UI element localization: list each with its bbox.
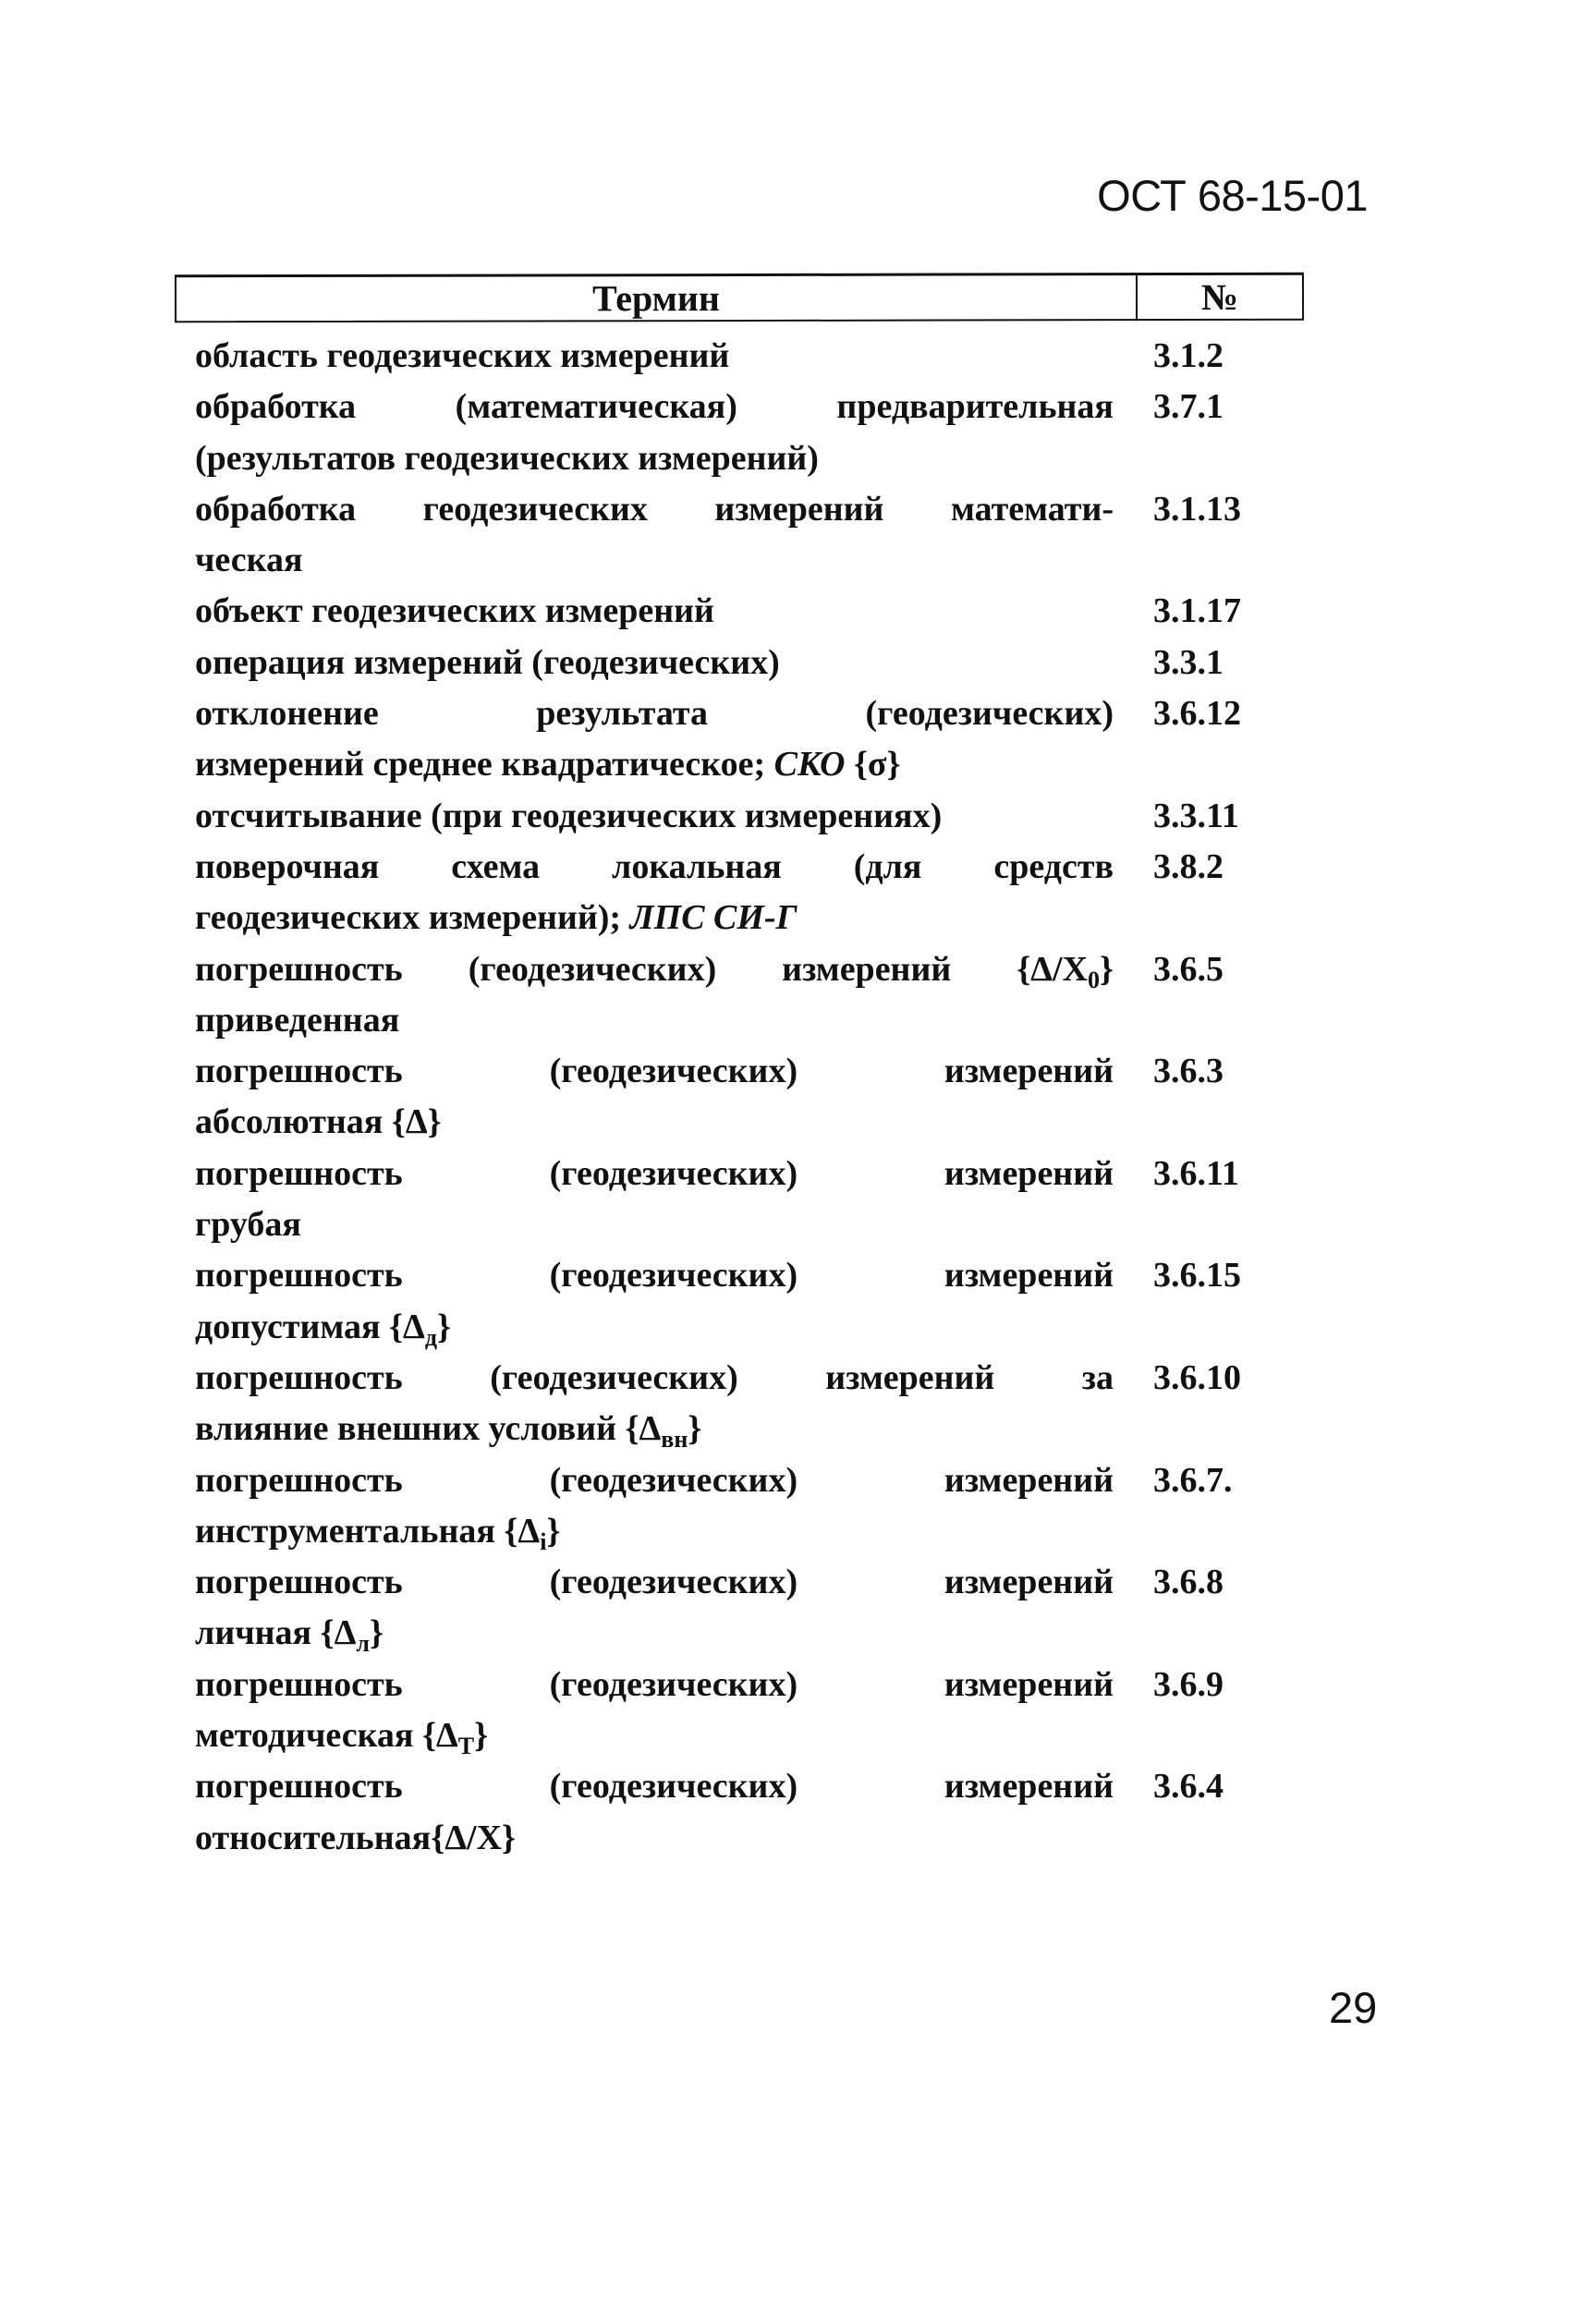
term-text bbox=[195, 1761, 1114, 1864]
table-row bbox=[195, 791, 1304, 842]
term-segment: } bbox=[1100, 949, 1114, 989]
table-row bbox=[195, 842, 1304, 944]
term-line bbox=[195, 1660, 1114, 1710]
term-line bbox=[195, 1506, 1114, 1557]
term-segment: инструментальная {Δ bbox=[195, 1511, 541, 1551]
term-line bbox=[195, 1710, 1114, 1761]
term-text bbox=[195, 638, 1114, 688]
term-segment: допустимая {Δ bbox=[195, 1307, 425, 1346]
term-line bbox=[195, 1353, 1114, 1404]
term-line bbox=[195, 1046, 1114, 1097]
term-segment: геодезических измерений); bbox=[195, 898, 630, 938]
term-line bbox=[195, 1608, 1114, 1659]
term-segment: погрешность (геодезических) измерений bbox=[195, 1460, 1114, 1500]
clause-number: 3.6.4 bbox=[1153, 1767, 1224, 1807]
term-segment: погрешность (геодезических) измерений bbox=[195, 1052, 1114, 1091]
term-line bbox=[195, 791, 1114, 842]
clause-number: 3.6.9 bbox=[1153, 1664, 1224, 1704]
table-row bbox=[195, 944, 1304, 1047]
subscript: вн bbox=[661, 1426, 688, 1454]
term-line bbox=[195, 842, 1114, 893]
term-segment: отклонение результата (геодезических) bbox=[195, 694, 1114, 734]
term-segment: поверочная схема локальная (для средств bbox=[195, 846, 1114, 886]
term-segment: } bbox=[437, 1307, 451, 1346]
clause-number: 3.1.2 bbox=[1153, 336, 1224, 375]
term-line bbox=[195, 1813, 1114, 1864]
clause-number: 3.1.13 bbox=[1153, 489, 1241, 529]
column-header-term: Термин bbox=[177, 275, 1138, 321]
abbreviation: СКО bbox=[773, 745, 846, 785]
term-segment: } bbox=[474, 1716, 489, 1756]
term-text bbox=[195, 1455, 1114, 1558]
column-header-number: № bbox=[1200, 275, 1239, 318]
term-line bbox=[195, 1404, 1114, 1454]
term-segment: } bbox=[688, 1409, 702, 1449]
term-text bbox=[195, 1250, 1114, 1353]
term-line bbox=[195, 893, 1114, 943]
clause-number: 3.6.3 bbox=[1153, 1052, 1224, 1091]
term-text bbox=[195, 688, 1114, 791]
term-segment: погрешность (геодезических) измерений за bbox=[195, 1357, 1114, 1397]
page-number: 29 bbox=[1329, 1983, 1378, 2032]
term-segment: операция измерений (геодезических) bbox=[195, 642, 780, 682]
term-line bbox=[195, 944, 1114, 995]
table-row bbox=[195, 638, 1304, 688]
subscript: i bbox=[540, 1527, 547, 1555]
subscript: д bbox=[424, 1323, 438, 1351]
table-row bbox=[195, 484, 1304, 587]
table-row bbox=[195, 1250, 1304, 1353]
term-text bbox=[195, 791, 1114, 842]
term-segment: {σ} bbox=[845, 745, 901, 785]
term-text bbox=[195, 331, 1114, 382]
term-segment: объект геодезических измерений bbox=[195, 591, 714, 631]
subscript: 0 bbox=[1088, 966, 1101, 993]
table-row bbox=[195, 1660, 1304, 1762]
table-row bbox=[195, 1557, 1304, 1660]
term-text bbox=[195, 484, 1114, 587]
term-segment: погрешность (геодезических) измерений bbox=[195, 1153, 1114, 1193]
term-text bbox=[195, 1353, 1114, 1455]
term-segment: } bbox=[546, 1511, 561, 1551]
term-segment: обработка геодезических измерений математи- bbox=[195, 489, 1114, 529]
table-row bbox=[195, 1046, 1304, 1149]
term-text bbox=[195, 1557, 1114, 1660]
clause-number: 3.6.5 bbox=[1153, 949, 1224, 989]
clause-number: 3.3.1 bbox=[1153, 642, 1224, 682]
term-line bbox=[195, 688, 1114, 739]
term-line bbox=[195, 382, 1114, 432]
clause-number: 3.6.12 bbox=[1153, 694, 1241, 734]
term-text bbox=[195, 586, 1114, 637]
subscript: T bbox=[457, 1733, 475, 1760]
term-line bbox=[195, 586, 1114, 637]
clause-number: 3.1.17 bbox=[1153, 591, 1241, 631]
term-line bbox=[195, 638, 1114, 688]
clause-number: 3.6.11 bbox=[1153, 1153, 1239, 1193]
term-segment: грубая bbox=[195, 1205, 301, 1245]
term-text bbox=[195, 1046, 1114, 1149]
term-text bbox=[195, 944, 1114, 1047]
term-text bbox=[195, 842, 1114, 944]
term-segment: приведенная bbox=[195, 1000, 400, 1040]
term-line bbox=[195, 1761, 1114, 1812]
subscript: л bbox=[356, 1630, 370, 1658]
term-segment: область геодезических измерений bbox=[195, 336, 730, 375]
terms-list bbox=[195, 331, 1304, 1864]
table-row bbox=[195, 1353, 1304, 1455]
term-segment: методическая {Δ bbox=[195, 1716, 458, 1756]
document-code: ОСТ 68-15-01 bbox=[1097, 171, 1368, 220]
table-row bbox=[195, 586, 1304, 637]
clause-number: 3.6.8 bbox=[1153, 1563, 1224, 1602]
table-row bbox=[195, 688, 1304, 791]
term-segment: } bbox=[370, 1613, 384, 1653]
term-segment: измерений среднее квадратическое; bbox=[195, 745, 774, 785]
term-line bbox=[195, 739, 1114, 790]
term-line bbox=[195, 1199, 1114, 1250]
table-row bbox=[195, 1149, 1304, 1251]
table-row bbox=[195, 331, 1304, 382]
clause-number: 3.8.2 bbox=[1153, 846, 1224, 886]
term-line bbox=[195, 1557, 1114, 1608]
clause-number: 3.3.11 bbox=[1153, 796, 1239, 835]
term-line bbox=[195, 1097, 1114, 1148]
term-segment: погрешность (геодезических) измерений bbox=[195, 1563, 1114, 1602]
term-line bbox=[195, 1149, 1114, 1199]
term-line bbox=[195, 995, 1114, 1046]
term-segment: погрешность (геодезических) измерений {Δ/X bbox=[195, 949, 1089, 989]
table-row bbox=[195, 1455, 1304, 1558]
table-row bbox=[195, 382, 1304, 484]
clause-number: 3.6.7. bbox=[1153, 1460, 1233, 1500]
term-text bbox=[195, 1660, 1114, 1762]
table-header bbox=[175, 273, 1304, 323]
table-row bbox=[195, 1761, 1304, 1864]
term-line bbox=[195, 484, 1114, 535]
term-line bbox=[195, 1250, 1114, 1301]
clause-number: 3.7.1 bbox=[1153, 387, 1224, 427]
term-line bbox=[195, 433, 1114, 484]
term-segment: (результатов геодезических измерений) bbox=[195, 438, 819, 478]
term-segment: погрешность (геодезических) измерений bbox=[195, 1664, 1114, 1704]
term-text bbox=[195, 382, 1114, 484]
term-line bbox=[195, 535, 1114, 586]
term-segment: абсолютная {Δ} bbox=[195, 1102, 442, 1142]
term-line bbox=[195, 331, 1114, 382]
term-line bbox=[195, 1302, 1114, 1353]
term-segment: погрешность (геодезических) измерений bbox=[195, 1256, 1114, 1296]
term-segment: влияние внешних условий {Δ bbox=[195, 1409, 662, 1449]
clause-number: 3.6.10 bbox=[1153, 1357, 1241, 1397]
term-segment: обработка (математическая) предварительная bbox=[195, 387, 1114, 427]
term-segment: относительная{Δ/X} bbox=[195, 1818, 516, 1857]
term-segment: отсчитывание (при геодезических измерениях) bbox=[195, 796, 943, 835]
term-line bbox=[195, 1455, 1114, 1506]
term-segment: погрешность (геодезических) измерений bbox=[195, 1767, 1114, 1807]
term-segment: личная {Δ bbox=[195, 1613, 357, 1653]
term-segment: ческая bbox=[195, 541, 303, 580]
term-text bbox=[195, 1149, 1114, 1251]
clause-number: 3.6.15 bbox=[1153, 1256, 1241, 1296]
abbreviation: ЛПС СИ-Г bbox=[629, 898, 798, 938]
